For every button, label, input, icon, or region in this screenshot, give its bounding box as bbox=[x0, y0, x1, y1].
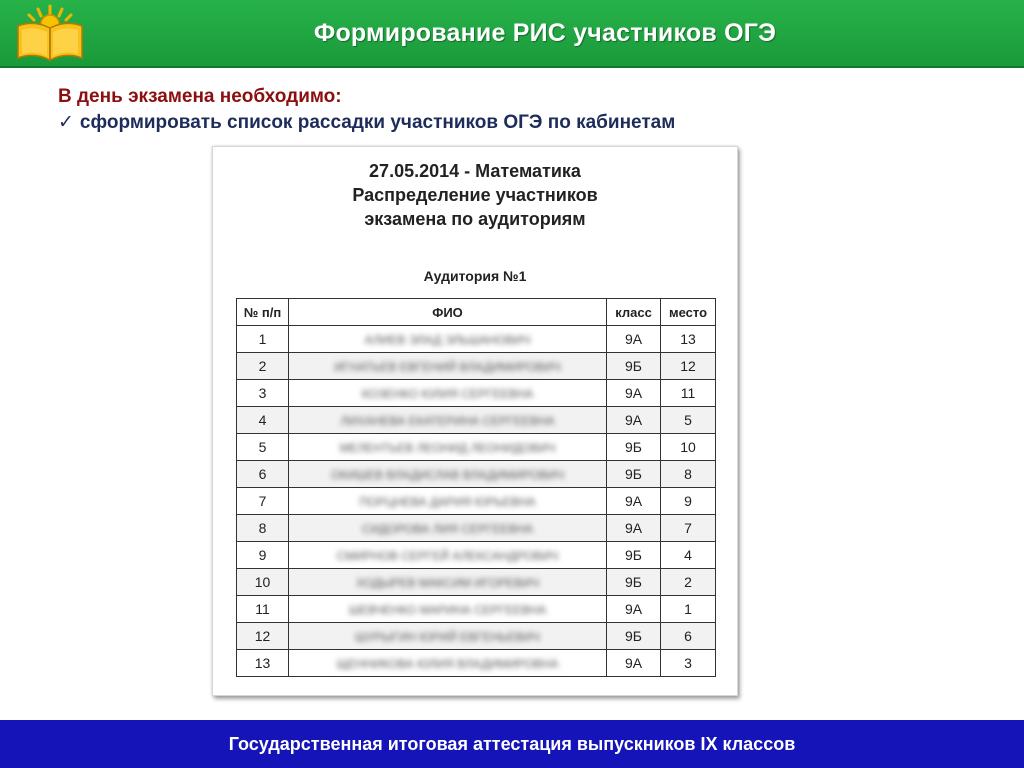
cell-number: 6 bbox=[237, 461, 289, 488]
participant-name: ПОРЦНЕВА ДАРИЯ ЮРЬЕВНА bbox=[359, 495, 536, 509]
header-bar bbox=[0, 0, 1024, 66]
cell-number: 9 bbox=[237, 542, 289, 569]
cell-fio bbox=[289, 623, 607, 650]
room-label: Аудитория №1 bbox=[423, 268, 527, 284]
cell-class: 9А bbox=[607, 380, 661, 407]
cell-fio bbox=[289, 326, 607, 353]
cell-class: 9А bbox=[607, 515, 661, 542]
participant-name: СИДОРОВА ЛИЯ СЕРГЕЕВНА bbox=[361, 522, 534, 536]
cell-number: 5 bbox=[237, 434, 289, 461]
cell-seat: 1 bbox=[661, 596, 716, 623]
cell-class: 9Б bbox=[607, 434, 661, 461]
intro-heading: В день экзамена необходимо: bbox=[58, 86, 342, 107]
table-row bbox=[237, 542, 716, 569]
participant-name: ШЕВЧЕНКО МАРИНА СЕРГЕЕВНА bbox=[348, 603, 547, 617]
participant-name: ШУРЫГИН ЮРИЙ ЕВГЕНЬЕВИЧ bbox=[355, 630, 540, 644]
document-title-line1: 27.05.2014 - Математика bbox=[369, 161, 581, 181]
cell-seat: 4 bbox=[661, 542, 716, 569]
cell-number: 7 bbox=[237, 488, 289, 515]
column-header-class: класс bbox=[607, 299, 661, 326]
cell-number: 3 bbox=[237, 380, 289, 407]
cell-fio bbox=[289, 596, 607, 623]
table-row bbox=[237, 596, 716, 623]
cell-fio bbox=[289, 569, 607, 596]
document-title bbox=[213, 159, 737, 231]
participant-name: КОЗЕНКО ЮЛИЯ СЕРГЕЕВНА bbox=[361, 387, 534, 401]
table-row bbox=[237, 326, 716, 353]
participant-name: ОКИШЕВ ВЛАДИСЛАВ ВЛАДИМИРОВИЧ bbox=[331, 468, 564, 482]
table-row bbox=[237, 623, 716, 650]
cell-class: 9Б bbox=[607, 623, 661, 650]
checkmark-icon: ✓ bbox=[58, 112, 74, 133]
participant-name: АЛИЕВ ЭЛАД ЭЛЬШАНОВИЧ bbox=[364, 333, 531, 347]
cell-fio bbox=[289, 515, 607, 542]
intro-block bbox=[58, 84, 675, 136]
cell-number: 4 bbox=[237, 407, 289, 434]
cell-class: 9А bbox=[607, 407, 661, 434]
cell-seat: 5 bbox=[661, 407, 716, 434]
cell-number: 12 bbox=[237, 623, 289, 650]
cell-fio bbox=[289, 461, 607, 488]
document-title-line2: Распределение участников bbox=[352, 185, 598, 205]
cell-seat: 10 bbox=[661, 434, 716, 461]
cell-seat: 11 bbox=[661, 380, 716, 407]
cell-seat: 3 bbox=[661, 650, 716, 677]
cell-class: 9А bbox=[607, 596, 661, 623]
cell-fio bbox=[289, 542, 607, 569]
column-header-fio: ФИО bbox=[289, 299, 607, 326]
cell-seat: 7 bbox=[661, 515, 716, 542]
cell-fio bbox=[289, 380, 607, 407]
participant-name: ХОДЫРЕВ МАКСИМ ИГОРЕВИЧ bbox=[356, 576, 539, 590]
cell-fio bbox=[289, 488, 607, 515]
cell-class: 9Б bbox=[607, 542, 661, 569]
participant-name: ЛИХАНЕВА ЕКАТЕРИНА СЕРГЕЕВНА bbox=[340, 414, 555, 428]
cell-seat: 13 bbox=[661, 326, 716, 353]
cell-seat: 8 bbox=[661, 461, 716, 488]
table-row bbox=[237, 569, 716, 596]
cell-seat: 9 bbox=[661, 488, 716, 515]
column-header-number: № п/п bbox=[237, 299, 289, 326]
table-row bbox=[237, 353, 716, 380]
cell-class: 9А bbox=[607, 650, 661, 677]
table-row bbox=[237, 434, 716, 461]
cell-number: 13 bbox=[237, 650, 289, 677]
table-row bbox=[237, 461, 716, 488]
table-row bbox=[237, 488, 716, 515]
footer-bar bbox=[0, 720, 1024, 768]
table-header-row bbox=[237, 299, 716, 326]
cell-class: 9А bbox=[607, 488, 661, 515]
page-title: Формирование РИС участников ОГЭ bbox=[313, 19, 777, 47]
table-row bbox=[237, 515, 716, 542]
column-header-seat: место bbox=[661, 299, 716, 326]
cell-number: 2 bbox=[237, 353, 289, 380]
participant-name: СМИРНОВ СЕРГЕЙ АЛЕКСАНДРОВИЧ bbox=[336, 549, 559, 563]
cell-class: 9А bbox=[607, 326, 661, 353]
cell-class: 9Б bbox=[607, 461, 661, 488]
table-row bbox=[237, 380, 716, 407]
participant-name: МЕЛЕНТЬЕВ ЛЕОНИД ЛЕОНИДОВИЧ bbox=[339, 441, 556, 455]
table-row bbox=[237, 650, 716, 677]
cell-number: 10 bbox=[237, 569, 289, 596]
participant-name: ЩЕННИКОВА ЮЛИЯ ВЛАДИМИРОВНА bbox=[336, 657, 559, 671]
intro-item-text: сформировать список рассадки участников ОГЭ по кабинетам bbox=[79, 112, 676, 133]
seating-document bbox=[212, 146, 738, 696]
cell-seat: 6 bbox=[661, 623, 716, 650]
cell-seat: 12 bbox=[661, 353, 716, 380]
document-title-line3: экзамена по аудиториям bbox=[364, 209, 586, 229]
cell-fio bbox=[289, 650, 607, 677]
table-body bbox=[237, 326, 716, 677]
cell-number: 11 bbox=[237, 596, 289, 623]
cell-seat: 2 bbox=[661, 569, 716, 596]
intro-list-item bbox=[58, 110, 675, 136]
participant-name: ИГНАТЬЕВ ЕВГЕНИЙ ВЛАДИМИРОВИЧ bbox=[334, 360, 561, 374]
cell-number: 1 bbox=[237, 326, 289, 353]
table-row bbox=[237, 407, 716, 434]
footer-text: Государственная итоговая аттестация выпускников IX классов bbox=[228, 734, 796, 754]
cell-fio bbox=[289, 407, 607, 434]
cell-fio bbox=[289, 353, 607, 380]
cell-class: 9Б bbox=[607, 569, 661, 596]
cell-fio bbox=[289, 434, 607, 461]
cell-number: 8 bbox=[237, 515, 289, 542]
cell-class: 9Б bbox=[607, 353, 661, 380]
seating-table bbox=[236, 298, 716, 677]
